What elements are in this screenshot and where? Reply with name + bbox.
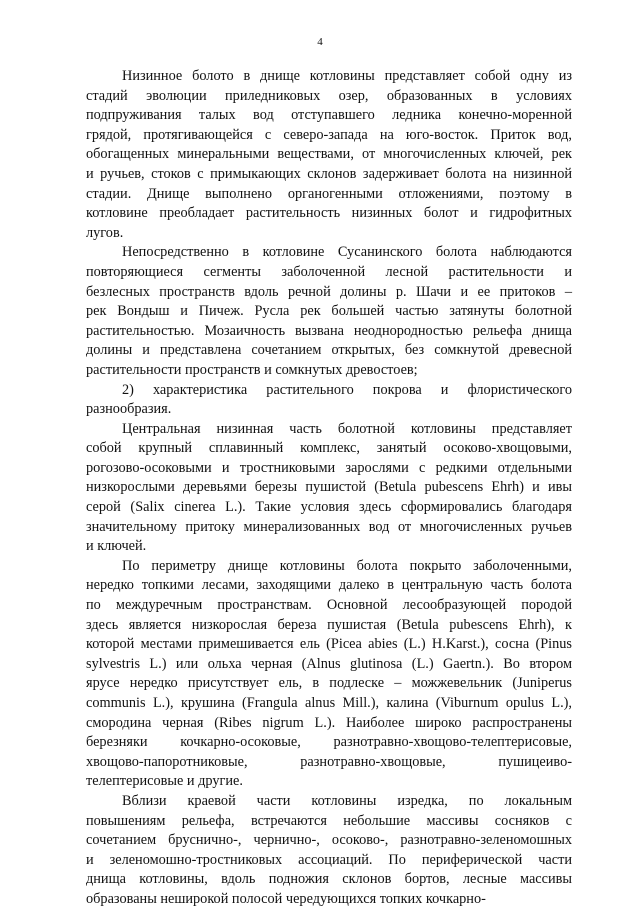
text-line: сочетанием бруснично-, чернично-, осоково-, разнотравно-зеленомошных [86,832,572,849]
text-line: и зеленомошно-тростниковых ассоциаций. По периферической части [86,851,572,868]
text-line: разнообразия. [86,401,172,418]
text-line: обогащенных минеральными веществами, от многочисленных ключей, рек [86,146,572,163]
text-line: растительности пространств и сомкнутых древостоев; [86,361,418,378]
paragraph [86,420,572,557]
text-line: смородина черная (Ribes nigrum L.). Наиболее широко распространены [86,714,572,731]
text-line: ярусе нередко присутствует ель, в подлеске – можжевельник (Juniperus [86,675,572,692]
text-line: По периметру днище котловины болота покрыто заболоченными, [122,557,572,574]
text-line: 2) характеристика растительного покрова и флористического [122,381,572,398]
paragraph [86,557,572,792]
text-line: днища котловины, вдоль подножия склонов бортов, лесные массивы [86,871,572,888]
paragraph [86,792,572,910]
text-line: которой местами примешивается ель (Picea abies (L.) H.Karst.), сосна (Pinus [86,636,572,653]
page-number: 4 [317,36,323,48]
text-line: хвощово-папоротниковые, разнотравно-хвощовые, пушицеиво- [86,753,572,770]
text-line: Центральная низинная часть болотной котловины представляет [122,420,572,437]
text-line: нередко топкими лесами, заходящими далеко в центральную часть болота [86,577,572,594]
text-line: рек Вондыш и Пичеж. Русла рек большей частью затянуты болотной [86,303,572,320]
text-line: подпруживания талых вод отступавшего ледника конечно-моренной [86,107,572,124]
text-line: по междуречным пространствам. Основной лесообразующей породой [86,597,572,614]
paragraph [86,381,572,420]
text-line: здесь является низкорослая береза пушистая (Betula pubescens Ehrh), к [86,616,572,633]
text-line: образованы неширокой полосой чередующихся топких кочкарно- [86,890,486,907]
text-line: лугов. [86,224,124,241]
text-line: Низинное болото в днище котловины представляет собой одну из [122,68,572,84]
paragraph [86,243,572,380]
text-line: грядой, протягивающейся с северо-запада на юго-восток. Приток вод, [86,126,572,143]
text-line: повторяющиеся сегменты заболоченной лесной растительности и [86,263,572,280]
text-line: стадии. Днище выполнено органогенными отложениями, поэтому в [86,185,572,202]
text-line: и ключей. [86,538,147,555]
paragraph [86,67,572,243]
text-line: собой крупный сплавинный комплекс, занятый осоково-хвощовыми, [86,440,572,457]
text-line: Вблизи краевой части котловины изредка, по локальным [122,792,572,809]
text-line: телептерисовые и другие. [86,773,243,790]
text-line: повышениям рельефа, встречаются небольшие массивы сосняков с [86,812,572,829]
text-line: Непосредственно в котловине Сусанинского болота наблюдаются [122,244,572,261]
text-line: растительностью. Мозаичность вызвана неоднородностью рельефа днища [86,322,572,339]
text-line: стадий эволюции приледниковых озер, образованных в условиях [86,87,572,104]
text-line: и ручьев, стоков с примыкающих склонов задерживает болота на низинной [86,165,572,182]
text-line: рогозово-осоковыми и тростниковыми зарослями с редкими отдельными [86,459,572,476]
text-line: communis L.), крушина (Frangula alnus Mill.), калина (Viburnum opulus L.), [86,695,572,711]
text-line: значительному притоку минерализованных вод от многочисленных ручьев [86,518,572,535]
text-line: sylvestris L.) или ольха черная (Alnus glutinosa (L.) Gaertn.). Во втором [86,655,572,672]
text-line: низкорослыми деревьями березы пушистой (Betula pubescens Ehrh) и ивы [86,479,572,496]
text-line: долины и представлена сочетанием открытых, без сомкнутой древесной [86,342,572,359]
document-body [86,67,572,910]
text-line: серой (Salix cinerea L.). Такие условия здесь сформировались благодаря [86,499,572,516]
text-line: безлесных пространств вдоль речной долины р. Шачи и ее притоков – [86,283,572,300]
text-line: котловине преобладает растительность низинных болот и гидрофитных [86,205,572,222]
text-line: березняки кочкарно-осоковые, разнотравно-хвощово-телептерисовые, [86,734,572,751]
